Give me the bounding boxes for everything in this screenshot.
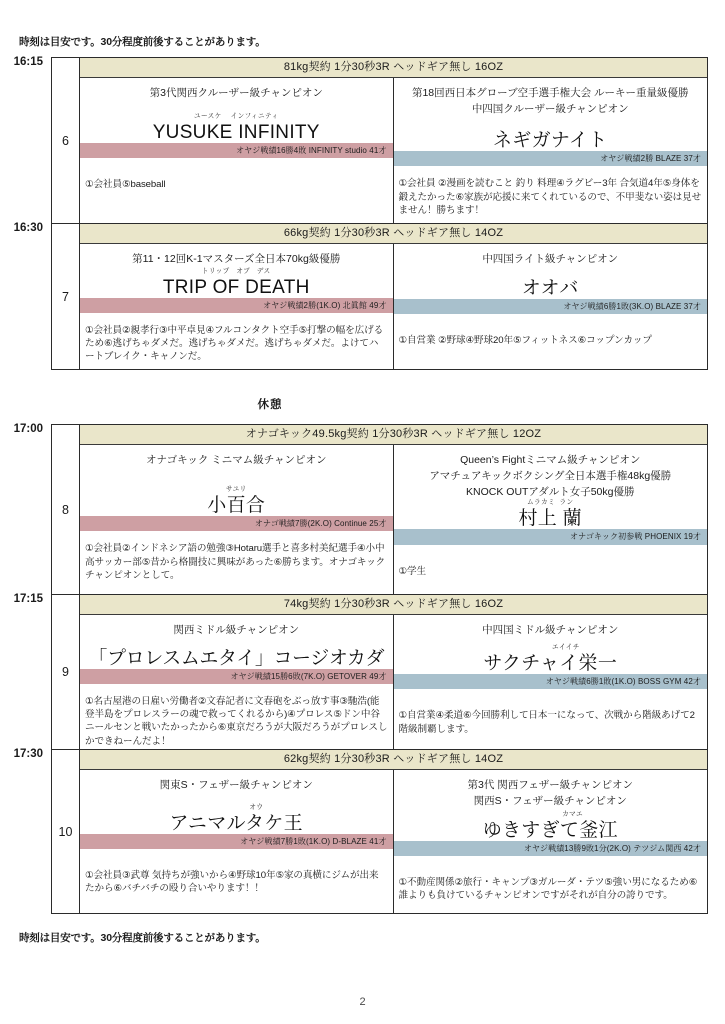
fighter-name-wrap — [394, 117, 708, 151]
fighter-name-wrap — [80, 640, 393, 669]
red-corner — [80, 615, 394, 749]
fighter-record: オヤジ戦績6勝1敗(3K.O) BLAZE 37才 — [394, 299, 708, 314]
fighter-name-ruby: ユースケ インフィニティ — [193, 112, 279, 120]
title-line: 第3代 関西フェザー級チャンピオン — [467, 778, 633, 791]
bout-row — [13, 593, 707, 750]
fighter-bio: ①会社員②親孝行③中平卓見④フルコンタクト空手⑤打撃の幅を広げるため⑥逃げちゃダメだ。逃げちゃダメだ。逃げちゃダメだ。よけてハートブレイク・キャノンだ。 — [85, 324, 384, 363]
bout-rule: 74kg契約 1分30秒3R ヘッドギア無し 16OZ — [80, 595, 707, 615]
fighter-name: ネギガナイト — [493, 130, 608, 152]
fighter-titles — [80, 78, 393, 103]
fighter-name-ruby: ムラカミ ラン — [527, 499, 574, 507]
bout-body — [80, 750, 707, 913]
bout-group-b — [13, 423, 708, 914]
fighter-name-ruby — [493, 122, 607, 130]
fighter-name-wrap — [394, 269, 708, 299]
bout-rule: オナゴキック49.5kg契約 1分30秒3R ヘッドギア無し 12OZ — [80, 425, 707, 445]
fighter-titles — [394, 445, 708, 501]
fighter-record: オヤジ戦績16勝4敗 INFINITY studio 41才 — [80, 143, 393, 158]
fighter-titles — [394, 615, 708, 640]
fighter-record: オナゴキック初参戦 PHOENIX 19才 — [394, 529, 708, 544]
bout-time: 17:00 — [13, 423, 43, 435]
blue-corner — [394, 445, 708, 594]
bout-number: 8 — [52, 425, 80, 594]
fighter-name: オオバ — [521, 277, 579, 299]
fighter-bio: ①会社員③武尊 気持ちが強いから④野球10年⑤家の真横にジムが出来たから⑥バチバチの殴り合いやります！！ — [85, 869, 379, 895]
fighter-name: 小百合 — [207, 495, 266, 517]
title-line: 中四国クルーザー級チャンピオン — [471, 102, 629, 115]
fighter-titles — [80, 615, 393, 640]
title-line: 第11・12回K-1マスターズ全日本70kg級優勝 — [132, 252, 341, 265]
fighter-bio: ①名古屋港の日雇い労働者②文春記者に文春砲をぶっ放す事③馳浩(能登半島をプロレスラーの魂で救ってくれるから)④プロレス⑤ドン中谷ニールセンと戦いたかったから⑥東京だろうが大阪だろうがプロレスしかできねーんだよ！ — [85, 695, 388, 747]
bout-rule: 66kg契約 1分30秒3R ヘッドギア無し 14OZ — [80, 224, 707, 244]
corners — [80, 615, 707, 749]
title-line: オナゴキック ミニマム級チャンピオン — [146, 453, 327, 466]
bout-group-a — [13, 56, 708, 370]
fighter-name-block — [522, 270, 579, 298]
bout-body — [80, 58, 707, 223]
fighter-name-block — [170, 805, 303, 833]
title-line: アマチュアキックボクシング全日本選手権48kg優勝 — [429, 469, 672, 482]
blue-corner — [394, 615, 708, 749]
bout-row — [13, 56, 707, 224]
fighter-bio: ①自営業 ②野球④野球20年⑤フィットネス⑥コップンカップ — [398, 334, 652, 346]
fighter-name-ruby: オウ — [249, 803, 264, 811]
fighter-name-wrap — [394, 640, 708, 675]
bout-row — [13, 748, 707, 913]
corners — [80, 244, 707, 369]
fighter-titles — [394, 244, 708, 269]
fighter-bio: ①自営業④柔道⑥今回勝利して日本一になって、次戦から階級あげて2階級制覇します。 — [398, 710, 695, 735]
fighter-record: オヤジ戦績6勝1敗(1K.O) BOSS GYM 42才 — [394, 674, 708, 689]
fighter-bio: ①学生 — [398, 565, 426, 577]
fighter-record: オナゴ戦績7勝(2K.O) Continue 25才 — [80, 516, 393, 531]
bout-number: 6 — [52, 58, 80, 223]
blue-corner — [394, 244, 708, 369]
page-number: 2 — [359, 996, 366, 1008]
fighter-name-block — [153, 114, 320, 142]
fighter-name-block — [163, 269, 310, 297]
title-line: 関東S・フェザー級チャンピオン — [159, 778, 313, 791]
bout-time: 17:15 — [13, 593, 43, 605]
fighter-bio: ①会社員 ②漫画を読むこと 釣り 料理④ラグビー3年 合気道4年⑤身体を鍛えたかった⑥家族が応援に来てくれているので、不甲斐ない姿は見せません！勝ちます！ — [398, 178, 702, 216]
bout-time: 16:15 — [13, 56, 43, 68]
break-label: 休憩 — [257, 399, 283, 411]
fighter-name-block — [519, 500, 582, 528]
bout-number: 7 — [52, 224, 80, 369]
fighter-name-ruby: カマエ — [562, 811, 584, 818]
fighter-name: ゆきすぎて釜江 — [482, 820, 618, 841]
red-corner — [80, 445, 394, 594]
bout-body — [80, 224, 707, 369]
fighter-name: 「プロレスムエタイ」コージオカダ — [88, 647, 385, 669]
fighter-record: オヤジ戦績15勝6敗(7K.O) GETOVER 49才 — [80, 669, 393, 684]
title-line: 関西S・フェザー級チャンピオン — [473, 794, 627, 807]
fighter-name-wrap — [80, 795, 393, 834]
fighter-name: サクチャイ栄一 — [483, 653, 618, 675]
bout-row — [13, 222, 707, 369]
fighter-name-wrap — [80, 103, 393, 143]
fighter-record: オヤジ戦績13勝9敗1分(2K.O) テツジム関西 42才 — [394, 841, 708, 856]
title-line: Queen’s Fightミニマム級チャンピオン — [460, 453, 641, 466]
fighter-record: オヤジ戦績2勝 BLAZE 37才 — [394, 151, 708, 166]
fighter-name: アニマルタケ王 — [169, 812, 303, 834]
fighter-name-block — [493, 122, 607, 150]
fighter-record: オヤジ戦績2勝(1K.O) 北眞館 49才 — [80, 298, 393, 313]
red-corner — [80, 770, 394, 913]
bout-time: 17:30 — [13, 748, 43, 760]
title-line: 中四国ミドル級チャンピオン — [482, 623, 619, 636]
fighter-name-block — [483, 812, 618, 840]
corners — [80, 78, 707, 223]
bout-time: 16:30 — [13, 222, 43, 234]
schedule-note-bottom: 時刻は目安です。30分程度前後することがあります。 — [19, 932, 266, 944]
bout-number: 10 — [52, 750, 80, 913]
bout-number: 9 — [52, 595, 80, 749]
schedule-note-top: 時刻は目安です。30分程度前後することがあります。 — [19, 36, 266, 48]
fighter-titles — [80, 244, 393, 269]
fighter-record: オヤジ戦績7勝1敗(1K.O) D-BLAZE 41才 — [80, 834, 393, 849]
fighter-name-block — [483, 645, 617, 673]
fighter-name-ruby: トリップ オブ デス — [201, 267, 271, 275]
fighter-titles — [394, 78, 708, 118]
bout-body — [80, 425, 707, 594]
blue-corner — [394, 770, 708, 913]
fighter-name-ruby — [88, 640, 384, 648]
blue-corner — [394, 78, 708, 223]
fighter-name-ruby: エイイチ — [552, 644, 580, 652]
bout-rule: 81kg契約 1分30秒3R ヘッドギア無し 16OZ — [80, 58, 707, 78]
title-line: 第18回西日本グローブ空手選手権大会 ルーキー重量級優勝 — [411, 86, 689, 99]
fighter-name: 村上 蘭 — [518, 508, 582, 530]
corners — [80, 445, 707, 594]
fighter-titles — [80, 445, 393, 470]
fighter-name-ruby: サユリ — [225, 486, 247, 494]
red-corner — [80, 244, 394, 369]
title-line: 第3代関西クルーザー級チャンピオン — [149, 86, 323, 99]
fighter-name-block — [88, 640, 384, 668]
fighter-name-wrap — [394, 500, 708, 529]
title-line: 中四国ライト級チャンピオン — [482, 252, 619, 265]
fighter-bio: ①会社員⑤baseball — [85, 178, 166, 190]
fighter-name-ruby — [522, 270, 579, 278]
fighter-titles — [394, 770, 708, 810]
bout-rule: 62kg契約 1分30秒3R ヘッドギア無し 14OZ — [80, 750, 707, 770]
fighter-name-block — [207, 487, 265, 515]
title-line: 関西ミドル級チャンピオン — [173, 623, 300, 636]
fighter-titles — [80, 770, 393, 795]
fighter-name-wrap — [394, 809, 708, 841]
bout-row — [13, 423, 707, 595]
red-corner — [80, 78, 394, 223]
corners — [80, 770, 707, 913]
bout-body — [80, 595, 707, 749]
fighter-bio: ①会社員②インドネシア語の勉強③Hotaru選手と喜多村美紀選手④小中高サッカー部⑤昔から格闘技に興味があった⑥勝ちます。オナゴキックチャンピオンとして。 — [85, 543, 386, 581]
fighter-name: YUSUKE INFINITY — [152, 121, 320, 143]
fighter-name: TRIP OF DEATH — [162, 276, 310, 298]
fighter-bio: ①不動産関係②旅行・キャンプ③ガルーダ・テツ⑤強い男になるため⑥誰よりも負けているチャンピオンですがそれが自分の誇りです。 — [398, 877, 698, 902]
fighter-name-wrap — [80, 269, 393, 298]
title-line: KNOCK OUTアダルト女子50kg優勝 — [466, 486, 635, 499]
fighter-name-wrap — [80, 470, 393, 517]
